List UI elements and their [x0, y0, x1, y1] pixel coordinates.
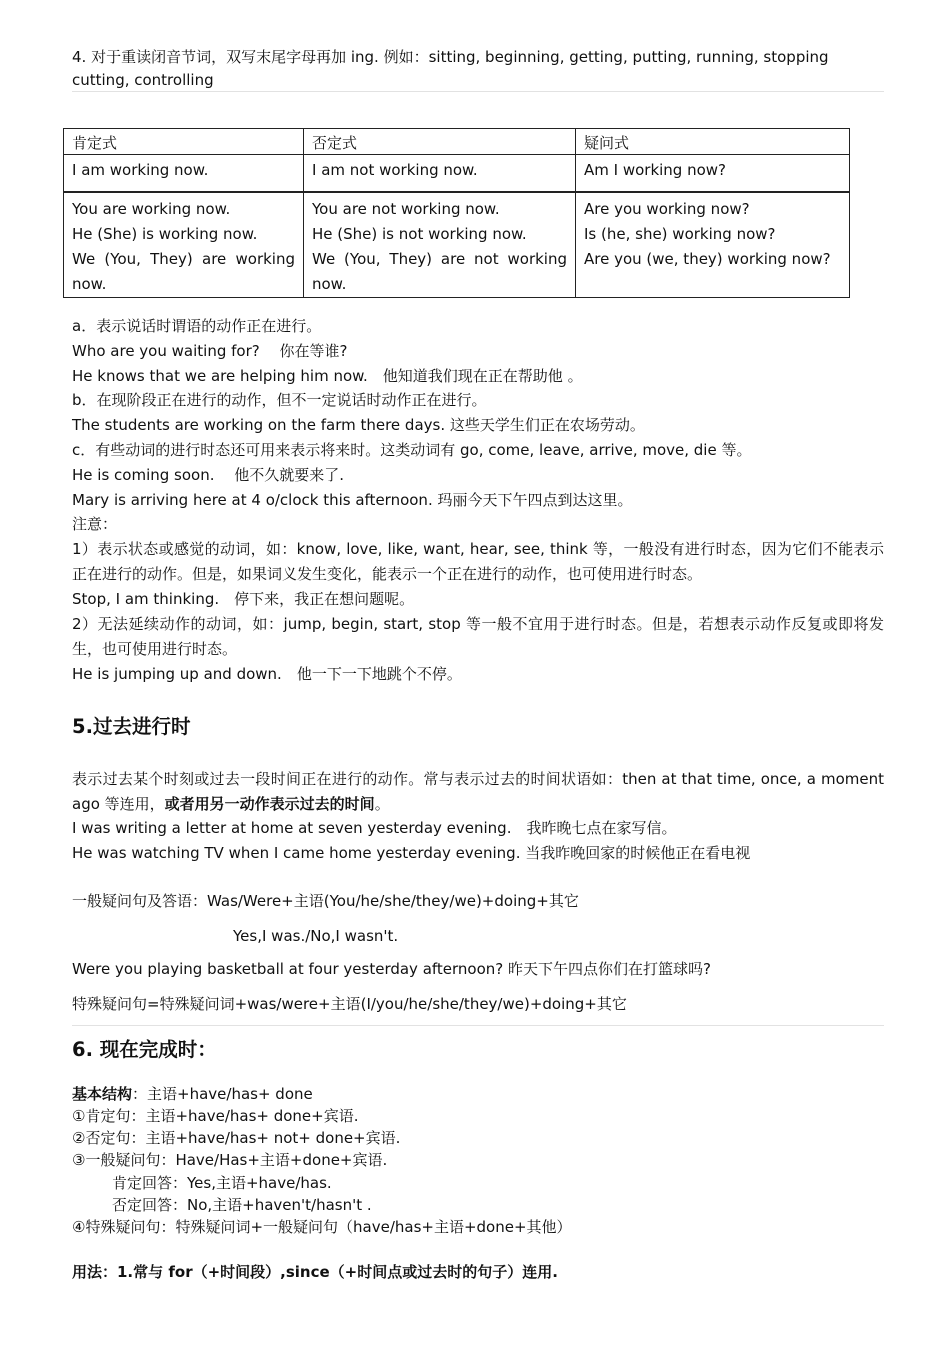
example-sentence: The students are working on the farm there days. 这些天学生们正在农场劳动。: [72, 416, 645, 434]
table-cell: [64, 192, 304, 298]
question-answer: Yes,I was./No,I wasn't.: [233, 927, 399, 945]
usage-c: c．有些动词的进行时态还可用来表示将来时。这类动词有 go, come, leave, arrive, move, die 等。: [72, 441, 752, 459]
table-cell: [576, 192, 850, 298]
divider: [72, 1025, 884, 1026]
basic-structure-label: 基本结构: [72, 1085, 133, 1103]
header-interrogative: 疑问式: [576, 129, 850, 155]
table-cell: [304, 192, 576, 298]
header-affirmative: 肯定式: [64, 129, 304, 155]
note-label: 注意：: [72, 515, 118, 533]
header-negative: 否定式: [304, 129, 576, 155]
section-5-description: [72, 767, 884, 816]
rule-4-line2: cutting, controlling: [72, 71, 214, 89]
example-sentence: Were you playing basketball at four yesterday afternoon? 昨天下午四点你们在打篮球吗?: [72, 960, 711, 978]
example-sentence: Who are you waiting for? 你在等谁?: [72, 342, 348, 360]
question-structure: 一般疑问句及答语：Was/Were+主语(You/he/she/they/we)+doing+其它: [72, 892, 579, 910]
table-header-row: [64, 129, 850, 155]
table-cell: I am not working now.: [304, 155, 576, 193]
note-2: 2）无法延续动作的动词，如：jump, begin, start, stop 等一般不宜用于进行时态。但是，若想表示动作反复或即将发生，也可使用进行时态。: [72, 615, 884, 658]
structure-item: ③一般疑问句：Have/Has+主语+done+宾语.: [72, 1151, 388, 1169]
description-bold: 或者用另一动作表示过去的时间: [164, 794, 375, 813]
structure-item: 否定回答：No,主语+haven't/hasn't .: [112, 1196, 372, 1214]
example-sentence: Stop, I am thinking. 停下来，我正在想问题呢。: [72, 590, 415, 608]
usage-b: b．在现阶段正在进行的动作，但不一定说话时动作正在进行。: [72, 391, 487, 409]
cell-line: You are not working now.: [312, 200, 500, 218]
divider: [72, 91, 884, 92]
example-sentence: He is coming soon. 他不久就要来了.: [72, 466, 345, 484]
structure-item: ①肯定句：主语+have/has+ done+宾语.: [72, 1107, 359, 1125]
example-sentence: He is jumping up and down. 他一下一下地跳个不停。: [72, 665, 462, 683]
table-row: [64, 192, 850, 298]
basic-structure-text: ：主语+have/has+ done: [132, 1085, 313, 1103]
description-text: 表示过去某个时刻或过去一段时间正在进行的动作。常与表示过去的时间状语如：then at that time, once, a moment ago 等连用，: [72, 770, 884, 813]
cell-line: You are working now.: [72, 200, 231, 218]
cell-line: We (You, They) are not working now.: [312, 250, 567, 293]
basic-structure: [72, 1083, 884, 1105]
cell-line: Are you (we, they) working now?: [584, 250, 831, 268]
special-question-structure: 特殊疑问句=特殊疑问词+was/were+主语(I/you/he/she/they/we)+doing+其它: [72, 995, 627, 1013]
structure-item: ②否定句：主语+have/has+ not+ done+宾语.: [72, 1129, 401, 1147]
cell-line: We (You, They) are working now.: [72, 250, 295, 293]
usage-a: a．表示说话时谓语的动作正在进行。: [72, 317, 322, 335]
table-cell: Am I working now?: [576, 155, 850, 193]
cell-line: Is (he, she) working now?: [584, 225, 776, 243]
section-6-title: 6. 现在完成时：: [72, 1038, 217, 1061]
structure-item: ④特殊疑问句：特殊疑问词+一般疑问句（have/has+主语+done+其他）: [72, 1218, 572, 1236]
rule-4-line1: 4. 对于重读闭音节词，双写末尾字母再加 ing. 例如：sitting, beginning, getting, putting, running, stopping: [72, 48, 829, 66]
cell-line: He (She) is working now.: [72, 225, 258, 243]
section-5-title: 5.过去进行时: [72, 715, 191, 738]
table-row: [64, 155, 850, 193]
description-end: 。: [374, 794, 390, 813]
example-sentence: Mary is arriving here at 4 o/clock this afternoon. 玛丽今天下午四点到达这里。: [72, 491, 633, 509]
cell-line: Are you working now?: [584, 200, 750, 218]
cell-line: He (She) is not working now.: [312, 225, 527, 243]
forms-table: [63, 128, 850, 298]
note-1: 1）表示状态或感觉的动词，如：know, love, like, want, hear, see, think 等，一般没有进行时态，因为它们不能表示正在进行的动作。但是，如果词义发生变化，能表示一个正在进行的动作，也可使用进行时态。: [72, 540, 884, 583]
example-sentence: He knows that we are helping him now. 他知道我们现在正在帮助他 。: [72, 367, 583, 385]
example-sentence: He was watching TV when I came home yesterday evening. 当我昨晚回家的时候他正在看电视: [72, 844, 751, 862]
usage-rule: 用法：1.常与 for（+时间段）,since（+时间点或过去时的句子）连用.: [72, 1263, 558, 1281]
example-sentence: I was writing a letter at home at seven yesterday evening. 我昨晚七点在家写信。: [72, 819, 677, 837]
structure-item: 肯定回答：Yes,主语+have/has.: [112, 1174, 332, 1192]
table-cell: I am working now.: [64, 155, 304, 193]
